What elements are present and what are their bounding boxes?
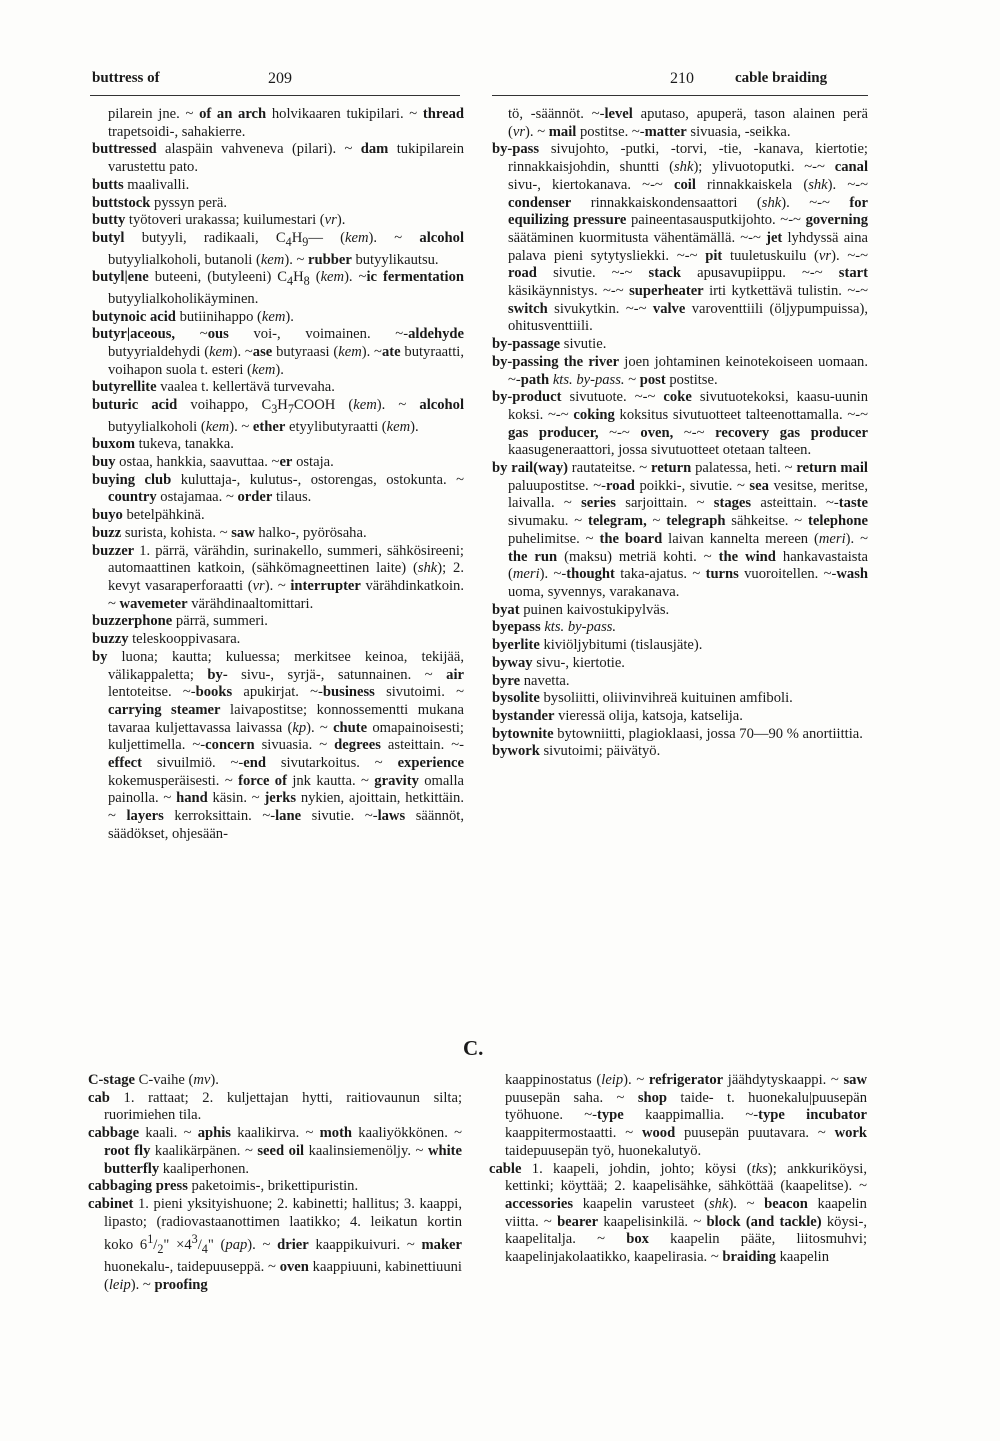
dictionary-entry: buzzy teleskooppivasara.	[92, 631, 241, 648]
dictionary-entry: butynoic acid butiinihappo (kem).	[92, 308, 294, 325]
dictionary-entry: butyl butyyli, radikaali, $C_4H_9—$ (kem). ~ alcohol butyylialkoholi, butanoli (kem). ~ rubber butyylikautsu.	[92, 229, 464, 268]
dictionary-entry: by-passage sivutie.	[492, 336, 607, 353]
dictionary-entry: cab 1. rattaat; 2. kuljettajan hytti, raitiovaunun silta; ruorimiehen tila.	[88, 1089, 462, 1124]
dictionary-entry: cabbaging press paketoimis-, brikettipuristin.	[88, 1178, 359, 1195]
section-letter: C.	[463, 1036, 484, 1060]
dictionary-entry: butty työtoveri urakassa; kuilumestari (vr).	[92, 212, 346, 229]
header-rule-right	[492, 95, 868, 96]
dictionary-entry: buttstock pyssyn perä.	[92, 194, 227, 211]
dictionary-entry: by luona; kautta; kuluessa; merkitsee keinoa, tekijää, välikappaletta; by- sivu-, syrjä-, satunnainen. ~ air lentoteitse. ~-books apukirjat. ~-business sivutoimi. ~ carrying steamer laivapostitse; konnossementti mukana tavaraa kuljettavassa laivassa (kp). ~ chute omapainoisesti; kuljettimella. ~-concern sivuasia. ~ degrees asteittain. ~-effect sivuilmiö. ~-end sivutarkoitus. ~ experience kokemusperäisesti. ~ force of jnk kautta. ~ gravity omalla painolla. ~ hand käsin. ~ jerks nykien, ajoittain, hetkittäin. ~ layers kerroksittain. ~-lane sivutie. ~-laws säännöt, säädökset, ohjesään-	[92, 648, 465, 842]
dictionary-entry: byway sivu-, kiertotie.	[492, 654, 625, 671]
dictionary-entry: by-pass sivujohto, -putki, -torvi, -tie, -kanava, kiertotie; rinnakkaisjohdin, shuntti (shk); ylivuotoputki. ~-~ canal sivu-, kiertokanava. ~-~ coil rinnakkaiskela (shk). ~-~ condenser rinnakkaiskondensaattori (shk). ~-~ for equilizing pressure paineentasausputkijohto. ~-~ governing säätäminen kuormitusta vähentämällä. ~-~ jet lyhdyssä aina palava pieni sytytysliekki. ~-~ pit tuuletuskuilu (vr). ~-~ road sivutie. ~-~ stack apusavupiippu. ~-~ start käsikäynnistys. ~-~ superheater irti kytkettävä tulistin. ~-~ switch sivukytkin. ~-~ valve varoventtiili (öljypumpuissa), ohitusventtiili.	[492, 141, 869, 335]
dictionary-entry: cable 1. kaapeli, johdin, johto; köysi (tks); ankkuriköysi, kettinki; köyttää; 2. kaapelisähke, sähköttää (kaapelitse). ~ accessories kaapelin varusteet (shk). ~ beacon kaapelin viitta. ~ bearer kaapelisinkilä. ~ block (and tackle) köysi-, kaapelitalja. ~ box kaapelin pääte, liitosmuhvi; kaapelinjakolaatikko, kaapelirasia. ~ braiding kaapelin	[489, 1160, 867, 1266]
dictionary-entry: byat puinen kaivostukipylväs.	[492, 601, 670, 618]
dictionary-entry: by-passing the river joen johtaminen keinotekoiseen uomaan. ~-path kts. by-pass. ~ post postitse.	[492, 353, 868, 388]
dictionary-entry: buzzer 1. pärrä, värähdin, surinakello, summeri, sähkösireeni; automaattinen katkoin, (sähkömagneettinen laite) (shk); 2. kevyt vasaraperforaatti (vr). ~ interrupter värähdinkatkoin. ~ wavemeter värähdinaaltomittari.	[92, 542, 464, 612]
dictionary-entry: buzz surista, kohista. ~ saw halko-, pyörösaha.	[92, 524, 367, 541]
dictionary-entry: pilarein jne. ~ of an arch holvikaaren tukipilari. ~ thread trapetsoidi-, sahakierre.	[108, 106, 464, 140]
dictionary-entry: by-product sivutuote. ~-~ coke sivutuotekoksi, kaasu-uunin koksi. ~-~ coking koksitus sivutuotteet talteenottamalla. ~-~ gas producer, ~-~ oven, ~-~ recovery gas producer kaasugeneraattori, jossa sivutuotteet otetaan talteen.	[492, 389, 868, 459]
running-head-left: buttress of	[92, 70, 160, 86]
page-number-left: 209	[268, 70, 292, 87]
dictionary-entry: buying club kuluttaja-, kulutus-, ostorengas, ostokunta. ~ country ostajamaa. ~ order tilaus.	[92, 471, 464, 506]
dictionary-entry: bywork sivutoimi; päivätyö.	[492, 743, 661, 760]
header-rule-left	[90, 95, 460, 96]
column-right-top	[492, 106, 868, 761]
dictionary-entry: butyr|aceous, ~ous voi-, voimainen. ~-aldehyde butyyrialdehydi (kem). ~ase butyraasi (kem). ~ate butyraatti, voihapon suola t. esteri (kem).	[92, 326, 465, 378]
dictionary-entry: byre navetta.	[492, 672, 570, 689]
dictionary-entry: buxom tukeva, tanakka.	[92, 436, 234, 453]
column-right-bottom	[489, 1072, 867, 1267]
dictionary-entry: buy ostaa, hankkia, saavuttaa. ~er ostaja.	[92, 454, 334, 471]
dictionary-entry: byerlite kiviöljybitumi (tislausjäte).	[492, 637, 703, 654]
dictionary-entry: bystander vieressä olija, katsoja, katselija.	[492, 707, 743, 724]
dictionary-entry: tö, -säännöt. ~-level aputaso, apuperä, tason alainen perä (vr). ~ mail postitse. ~-matter sivuasia, -seikka.	[508, 106, 869, 140]
dictionary-entry: butts maalivalli.	[92, 176, 190, 193]
dictionary-entry: buzzerphone pärrä, summeri.	[92, 613, 268, 630]
dictionary-entry: byepass kts. by-pass.	[492, 619, 617, 636]
dictionary-entry: buttressed alaspäin vahveneva (pilari). ~ dam tukipilarein varustettu pato.	[92, 141, 464, 176]
column-left-top	[92, 106, 464, 844]
dictionary-entry: butyl|ene buteeni, (butyleeni) $C_4H_8$ (kem). ~ic fermentation butyylialkoholikäyminen.	[92, 269, 465, 307]
dictionary-entry: butyrellite vaalea t. kellertävä turvevaha.	[92, 379, 335, 396]
dictionary-entry: bysolite bysoliitti, oliivinvihreä kuituinen amfiboli.	[492, 690, 793, 707]
dictionary-entry: C-stage C-vaihe (mv).	[88, 1072, 219, 1088]
page-number-right: 210	[670, 70, 694, 87]
dictionary-entry: buyo betelpähkinä.	[92, 507, 205, 524]
column-left-bottom	[88, 1072, 462, 1294]
running-head-right: cable braiding	[735, 70, 828, 86]
dictionary-entry: bytownite bytowniitti, plagioklaasi, jossa 70—90 % anortiittia.	[492, 725, 863, 742]
dictionary-entry: buturic acid voihappo, $C_3H_7COOH$ (kem). ~ alcohol butyylialkoholi (kem). ~ ether etyylibutyraatti (kem).	[92, 397, 464, 435]
dictionary-entry: by rail(way) rautateitse. ~ return palatessa, heti. ~ return mail paluupostitse. ~-road poikki-, sivutie. ~ sea vesitse, meritse, laivalla. ~ series sarjoittain. ~ stages asteittain. ~-taste sivumaku. ~ telegram, ~ telegraph sähkeitse. ~ telephone puhelimitse. ~ the board laivan kannelta mereen (meri). ~ the run (maksu) metriä kohti. ~ the wind hankavastaista (meri). ~-thought taka-ajatus. ~ turns vuoroitellen. ~-wash uoma, syvennys, varakanava.	[492, 460, 869, 600]
dictionary-entry: cabinet 1. pieni yksityishuone; 2. kabinetti; hallitus; 3. kaappi, lipasto; (radiovastaanottimen laatikko; 4. leikatun kortin koko $6^1/_2$" $\times 4^3/_4$" (pap). ~ drier kaappikuivuri. ~ maker huonekalu-, taidepuuseppä. ~ oven kaappiuuni, kabinettiuuni (leip). ~ proofing	[88, 1195, 463, 1293]
dictionary-entry: kaappinostatus (leip). ~ refrigerator jäähdytyskaappi. ~ saw puusepän saha. ~ shop taide- t. huonekalu|puusepän työhuone. ~-type kaappimallia. ~-type incubator kaappitermostaatti. ~ wood puusepän puutavara. ~ work taidepuusepän työ, huonekalutyö.	[505, 1072, 867, 1159]
dictionary-entry: cabbage kaali. ~ aphis kaalikirva. ~ moth kaaliyökkönen. ~ root fly kaalikärpänen. ~ seed oil kaalinsiemenöljy. ~ white butterfly kaaliperhonen.	[88, 1125, 462, 1177]
